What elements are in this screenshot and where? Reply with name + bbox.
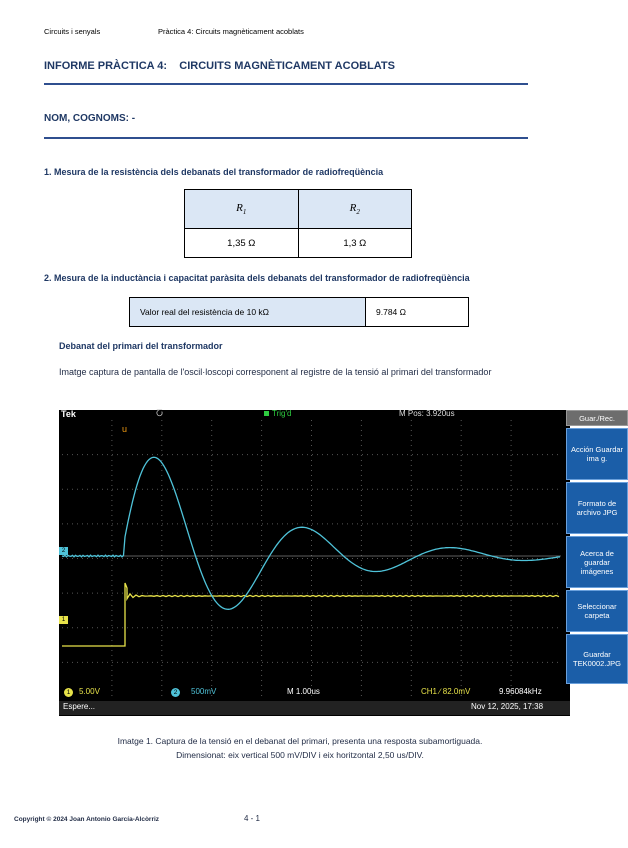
frequency-readout: 9.96084kHz (499, 687, 542, 696)
section-1-title: 1. Mesura de la resistència dels debanats del transformador de radiofreqüència (44, 167, 384, 177)
header-course: Circuits i senyals (44, 27, 101, 36)
menu-save-file-button[interactable]: Guardar TEK0002.JPG (566, 634, 628, 684)
scope-bottom-bar (59, 686, 570, 700)
figure-caption-line-2: Dimensionat: eix vertical 500 mV/DIV i eix horitzontal 2,50 us/DIV. (176, 750, 424, 760)
resistor-table (129, 297, 469, 327)
menu-title: Guar./Rec. (566, 410, 628, 426)
ch2-marker: 2 (59, 547, 68, 555)
name-label: NOM, COGNOMS: - (44, 113, 136, 124)
oscilloscope-screenshot (59, 409, 624, 716)
figure-caption-line-1: Imatge 1. Captura de la tensió en el debanat del primari, presenta una resposta subamortiguada. (117, 736, 483, 746)
header-practice: Pràctica 4: Circuits magnèticament acoblats (158, 27, 304, 36)
menu-save-action-button[interactable]: Acción Guardar ima g. (566, 428, 628, 480)
date-time: Nov 12, 2025, 17:38 (471, 702, 544, 711)
ch1-marker: 1 (59, 616, 68, 624)
r2-value: 1,3 Ω (298, 229, 411, 258)
divider (44, 137, 528, 139)
trig-status: Trig'd (272, 409, 292, 418)
report-title: INFORME PRÀCTICA 4: CIRCUITS MAGNÈTICAMENT ACOBLATS (44, 60, 395, 72)
trigger-pos-marker: u (122, 424, 128, 434)
ch1-badge-icon: 1 (64, 688, 73, 697)
brand-label: Tek (61, 409, 76, 419)
time-scale: M 1.00us (287, 687, 320, 696)
menu-file-format-button[interactable]: Formato de archivo JPG (566, 482, 628, 534)
menu-select-folder-button[interactable]: Seleccionar carpeta (566, 590, 628, 632)
scope-screen (62, 420, 561, 697)
status-text: Espere... (63, 702, 96, 711)
ch2-scale: 500mV (191, 687, 217, 696)
run-icon: Ⴀ (156, 409, 163, 418)
ch2-badge-icon: 2 (171, 688, 180, 697)
menu-about-save-button[interactable]: Acerca de guardar imágenes (566, 536, 628, 588)
page-number: 4 - 1 (244, 814, 261, 823)
trigger-level: CH1 ∕ 82.0mV (421, 687, 471, 696)
scope-waveform-plot (62, 420, 561, 697)
trig-indicator-icon (264, 411, 269, 416)
resistor-value: 9.784 Ω (366, 298, 469, 327)
scope-menu (566, 410, 628, 697)
scope-status-bar (59, 701, 570, 715)
r2-header: $R_2$ (298, 190, 411, 229)
image-description: Imatge captura de pantalla de l'oscil·loscopi corresponent al registre de la tensió al primari del transformador (59, 367, 492, 377)
section-2-title: 2. Mesura de la inductància i capacitat paràsita dels debanats del transformador de radiofreqüència (44, 273, 470, 283)
divider (44, 83, 528, 85)
m-pos: M Pos: 3.920us (399, 409, 455, 418)
ch1-scale: 5.00V (79, 687, 100, 696)
footer-copyright: Copyright © 2024 Joan Antonio García-Alcòrriz (14, 816, 160, 823)
r1-header: $R_1$ (185, 190, 299, 229)
resistor-label: Valor real del resistència de 10 kΩ (130, 298, 366, 327)
r1-value: 1,35 Ω (185, 229, 299, 258)
primary-heading: Debanat del primari del transformador (59, 341, 223, 351)
resistance-table (184, 189, 412, 258)
